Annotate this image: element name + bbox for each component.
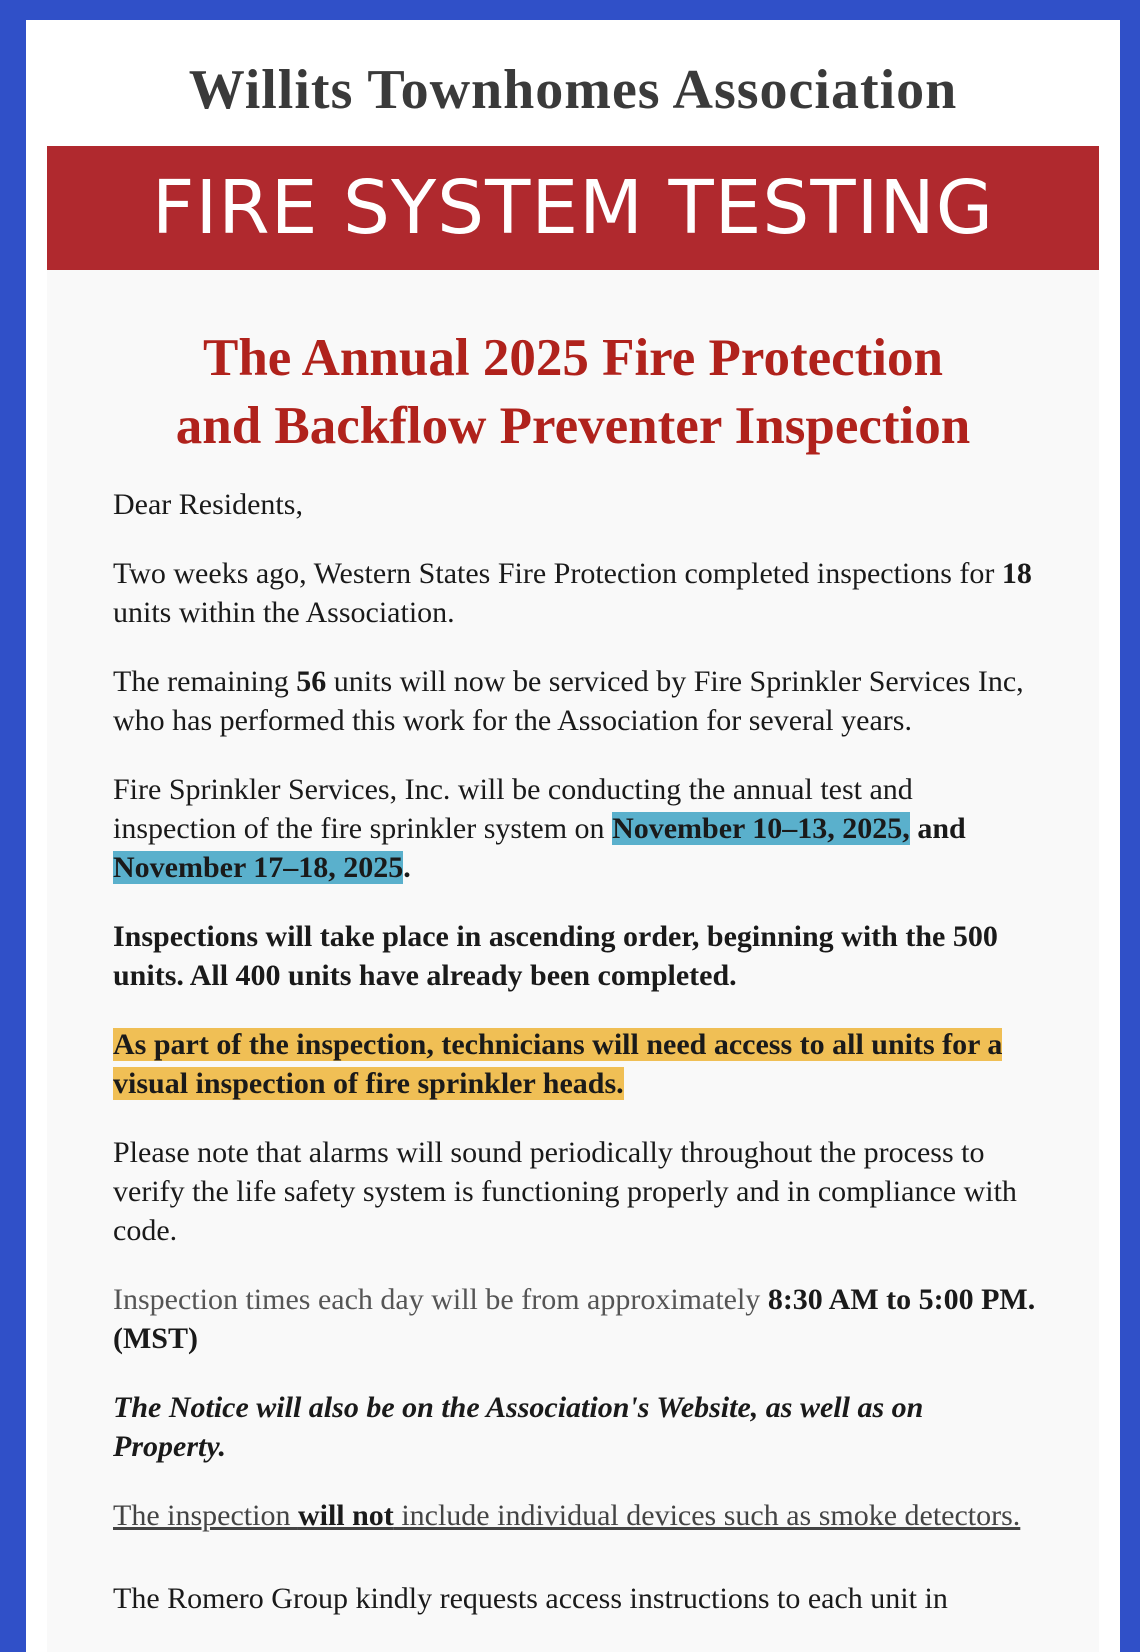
p9-text: The inspection <box>113 1499 298 1532</box>
p9-emphasis: will not <box>297 1499 394 1532</box>
p2-text-end: units will now be serviced by Fire Sprinkler Services Inc, who has performed this work for the Association for several years. <box>113 665 1024 737</box>
banner-title: FIRE SYSTEM TESTING <box>151 165 995 251</box>
paragraph-access-request: The Romero Group kindly requests access instructions to each unit in <box>113 1582 948 1615</box>
date-range-2: November 17–18, 2025 <box>113 851 404 884</box>
headline-line-2: and Backflow Preventer Inspection <box>175 397 971 455</box>
notice-headline <box>47 270 1099 460</box>
greeting: Dear Residents, <box>113 488 303 521</box>
p7-text: Inspection times each day will be from approximately <box>113 1283 768 1316</box>
paragraph-remaining-units <box>113 662 1043 740</box>
p1-text-end: units within the Association. <box>113 596 455 629</box>
notice-page <box>26 20 1120 1652</box>
p3-period: . <box>403 851 411 884</box>
p3-and: and <box>909 812 966 845</box>
notice-body <box>113 485 1043 1648</box>
banner <box>47 146 1099 270</box>
paragraph-prior-inspections <box>113 554 1043 632</box>
paragraph-schedule <box>113 770 1043 887</box>
paragraph-website <box>113 1388 1043 1466</box>
p1-count: 18 <box>1001 557 1032 590</box>
date-range-1: November 10–13, 2025, <box>612 812 910 845</box>
p2-text: The remaining <box>113 665 297 698</box>
p1-text: Two weeks ago, Western States Fire Protection completed inspections for <box>113 557 1002 590</box>
paragraph-access <box>113 1025 1043 1103</box>
p3-text: Fire Sprinkler Services, Inc. will be conducting the annual test and inspection of the fire sprinkler system on <box>113 773 913 845</box>
p2-count: 56 <box>296 665 327 698</box>
paragraph-exclusions <box>113 1496 1043 1535</box>
paragraph-order <box>113 917 1043 995</box>
org-name: Willits Townhomes Association <box>188 59 958 121</box>
p4-text: Inspections will take place in ascending order, beginning with the 500 units. All 400 units have already been completed. <box>113 920 998 992</box>
notice-content <box>47 270 1099 1652</box>
inspection-times: 8:30 AM to 5:00 PM. (MST) <box>113 1283 1036 1355</box>
p8-text: The Notice will also be on the Association's Website, as well as on Property. <box>113 1391 924 1463</box>
headline-line-1: The Annual 2025 Fire Protection <box>202 329 944 387</box>
p5-text: As part of the inspection, technicians will need access to all units for a visual inspection of fire sprinkler heads. <box>113 1028 1003 1100</box>
p9-text-end: include individual devices such as smoke detectors. <box>393 1499 1021 1532</box>
paragraph-times <box>113 1280 1043 1358</box>
paragraph-alarms: Please note that alarms will sound periodically throughout the process to verify the life safety system is functioning properly and in compliance with code. <box>113 1136 1017 1247</box>
